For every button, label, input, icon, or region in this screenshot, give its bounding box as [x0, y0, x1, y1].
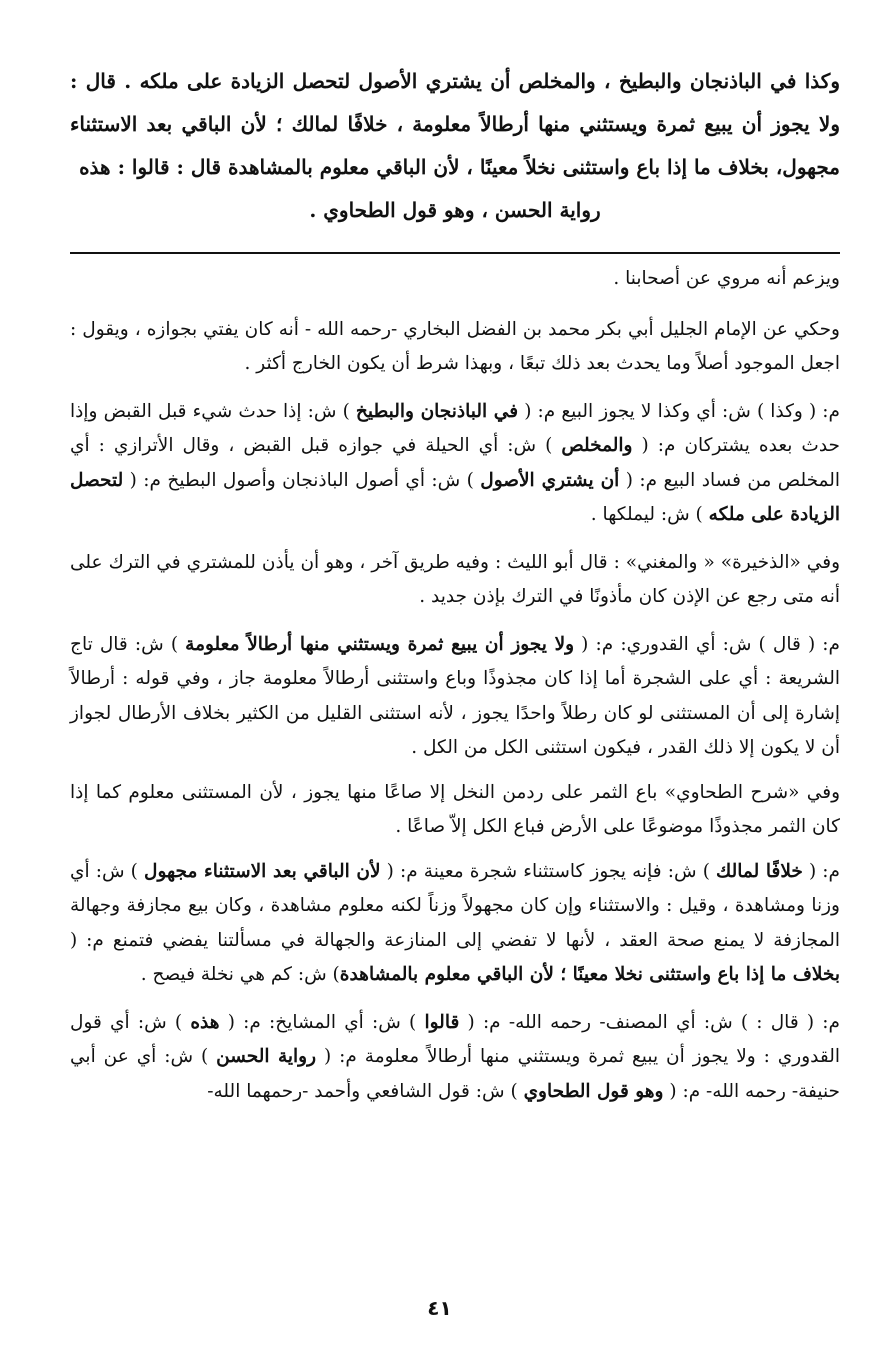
commentary-paragraph: [70, 628, 840, 766]
commentary-text: ) ش: كم هي نخلة فيصح .: [140, 964, 340, 985]
commentary: [70, 262, 840, 1109]
matn-quote: وهو قول الطحاوي: [523, 1080, 664, 1102]
commentary-paragraph: [70, 1006, 840, 1110]
matn-quote: رواية الحسن: [216, 1046, 317, 1067]
commentary-paragraph: [70, 855, 840, 993]
page-body: [70, 60, 840, 1122]
commentary-text: ) ش: ليملكها .: [590, 504, 709, 525]
matn-quote: في الباذنجان والبطيخ: [355, 400, 519, 422]
matn-quote: خلافًا لمالك: [716, 860, 803, 882]
commentary-text: م: ( قال ) ش: أي القدوري: م: (: [574, 633, 840, 655]
commentary-text: ) ش: أي أصول الباذنجان وأصول البطيخ م: (: [123, 469, 481, 491]
commentary-paragraph: وفي «شرح الطحاوي» باع الثمر على ردمن النخل إلا صاعًا منها يجوز ، لأن المستثنى معلوم كما إذا كان الثمر مجذوذًا موضوعًا على الأرض فباع الكل إلاّ صاعًا .: [70, 781, 840, 837]
matn-quote: لأن الباقي بعد الاستثناء مجهول: [144, 860, 381, 882]
matn-quote: ولا يجوز أن يبيع ثمرة ويستثني منها أرطالاً معلومة: [185, 633, 575, 655]
commentary-text: ) ش: قول الشافعي وأحمد -رحمهما الله-: [207, 1080, 524, 1102]
matn-quote: أن يشتري الأصول: [480, 469, 620, 491]
separator-rule: [70, 252, 840, 254]
commentary-text: م: (: [802, 860, 840, 882]
commentary-text: ) ش: إذا حدث شيء قبل القبض وإذا حدث بعده يشتركان م: (: [70, 400, 840, 456]
matn-quote: قالوا: [424, 1011, 460, 1033]
commentary-text: ) ش: أي الحيلة في جوازه قبل القبض ، وقال الأترازي : أي المخلص من فساد البيع م: (: [70, 435, 840, 491]
commentary-text: ) ش: فإنه يجوز كاستثناء شجرة معينة م: (: [380, 860, 717, 882]
commentary-text: م: ( وكذا ) ش: أي وكذا لا يجوز البيع م: (: [518, 400, 840, 422]
commentary-paragraph: [70, 395, 840, 533]
matn-last-line: رواية الحسن ، وهو قول الطحاوي .: [309, 198, 601, 222]
commentary-text: ) ش: أي المشايخ: م: (: [219, 1011, 425, 1033]
matn-line: وكذا في الباذنجان والبطيخ ، والمخلص أن يشتري الأصول لتحصل الزيادة على ملكه . قال : ولا يجوز أن يبيع ثمرة ويستثني منها أرطالاً معلومة ، خلافًا لمالك ؛ لأن الباقي بعد الاستثناء مجهول، بخلاف ما إذا باع واستثنى نخلاً معينًا ، لأن الباقي معلوم بالمشاهدة قال : قالوا : هذه: [70, 69, 840, 179]
commentary-text: ) ش: أي وزنا ومشاهدة ، وقيل : والاستثناء وإن كان مجهولاً وزناً لكنه معلوم مشاهدة ، وكان بيع مجازفة وجهالة المجازفة لا يمنع صحة العقد ، لأنها لا تفضي إلى المنازعة والجهالة في مسألتنا يفضي فتمنع م: (: [70, 860, 840, 951]
commentary-text: ) ش: أي عن أبي حنيفة- رحمه الله- م: (: [70, 1046, 840, 1102]
matn-quote: بخلاف ما إذا باع واستثنى نخلا معينًا ؛ لأن الباقي معلوم بالمشاهدة: [339, 964, 840, 985]
commentary-text: ) ش: قال تاج الشريعة : أي على الشجرة أما إذا كان مجذوذًا وباع واستثنى أرطالاً معلومة جاز ، وفي قوله : أرطالاً إشارة إلى أن المستثنى لو كان رطلاً واحدًا يجوز ، لأنه استثنى القليل من الكثير بخلاف الأرطال لجواز أن لا يكون إلا ذلك القدر ، فيكون استثنى الكل من الكل .: [70, 633, 840, 758]
commentary-paragraph: وفي «الذخيرة» « والمغني» : قال أبو الليث : وفيه طريق آخر ، وهو أن يأذن للمشتري في الترك على أنه متى رجع عن الإذن كان مأذونًا في الترك بإذن جديد .: [70, 551, 840, 607]
matn-quote: هذه: [190, 1011, 220, 1033]
matn-text: [70, 60, 840, 232]
matn-quote: والمخلص: [561, 435, 633, 456]
matn-quote: لتحصل الزيادة على ملكه: [70, 469, 840, 525]
commentary-text: م: ( قال : ) ش: أي المصنف- رحمه الله- م: (: [459, 1011, 840, 1033]
commentary-paragraph: ويزعم أنه مروي عن أصحابنا .: [613, 268, 840, 289]
commentary-paragraph: وحكي عن الإمام الجليل أبي بكر محمد بن الفضل البخاري -رحمه الله - أنه كان يفتي بجوازه ، ويقول : اجعل الموجود أصلاً وما يحدث بعد ذلك تبعًا ، وبهذا شرط أن يكون الخارج أكثر .: [70, 318, 840, 374]
commentary-text: ) ش: أي قول القدوري : ولا يجوز أن يبيع ثمرة ويستثني منها أرطالاً معلومة م: (: [70, 1011, 841, 1067]
page-number: ٤١: [427, 1296, 452, 1320]
